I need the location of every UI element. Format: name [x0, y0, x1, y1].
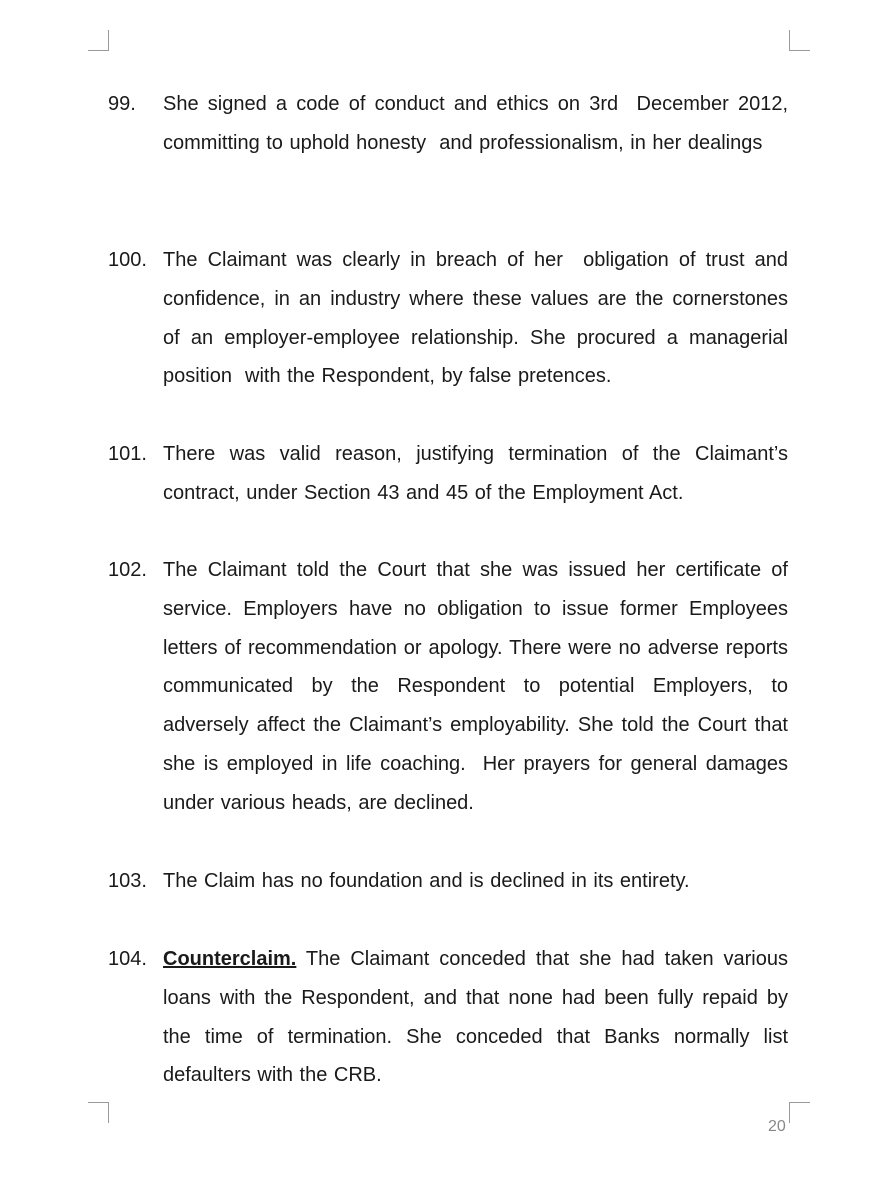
paragraph-text: She signed a code of conduct and ethics on 3rd December 2012, committing to uphold honesty and professionalism, in her dealings — [163, 93, 795, 154]
counterclaim-heading: Counterclaim. — [163, 948, 297, 970]
paragraph-text: There was valid reason, justifying termination of the Claimant’s contract, under Section 43 and 45 of the Employment Act. — [163, 443, 795, 504]
paragraph-text: The Claim has no foundation and is declined in its entirety. — [163, 870, 690, 892]
paragraph-104 — [108, 940, 795, 1095]
paragraph-number: 104. — [108, 948, 147, 970]
page-number: 20 — [768, 1118, 786, 1135]
paragraph-number: 103. — [108, 870, 147, 892]
crop-mark-bottom-right — [789, 1102, 810, 1123]
crop-mark-top-right — [789, 30, 810, 51]
paragraph-102 — [108, 551, 795, 823]
paragraph-number: 102. — [108, 559, 147, 581]
paragraph-100 — [108, 241, 795, 396]
paragraph-text: The Claimant was clearly in breach of her obligation of trust and confidence, in an industry where these values are the cornerstones of an employer-employee relationship. She procured a managerial position with the Respondent, by false pretences. — [163, 249, 795, 388]
crop-mark-top-left — [88, 30, 109, 51]
paragraph-number: 99. — [108, 93, 136, 115]
paragraph-number: 100. — [108, 249, 147, 271]
crop-mark-bottom-left — [88, 1102, 109, 1123]
paragraph-text — [163, 940, 795, 1095]
paragraph-99 — [108, 85, 795, 163]
paragraph-text: The Claimant told the Court that she was issued her certificate of service. Employers have no obligation to issue former Employees letters of recommendation or apology. There were no adverse reports communicated by the Respondent to potential Employers, to adversely affect the Claimant’s employability. She told the Court that she is employed in life coaching. Her prayers for general damages under various heads, are declined. — [163, 559, 795, 814]
paragraph-body: The Claimant conceded that she had taken various loans with the Respondent, and that none had been fully repaid by the time of termination. She conceded that Banks normally list defaulters with the CRB. — [163, 948, 795, 1087]
paragraph-101 — [108, 435, 795, 513]
paragraph-number: 101. — [108, 443, 147, 465]
paragraph-103 — [108, 862, 788, 901]
